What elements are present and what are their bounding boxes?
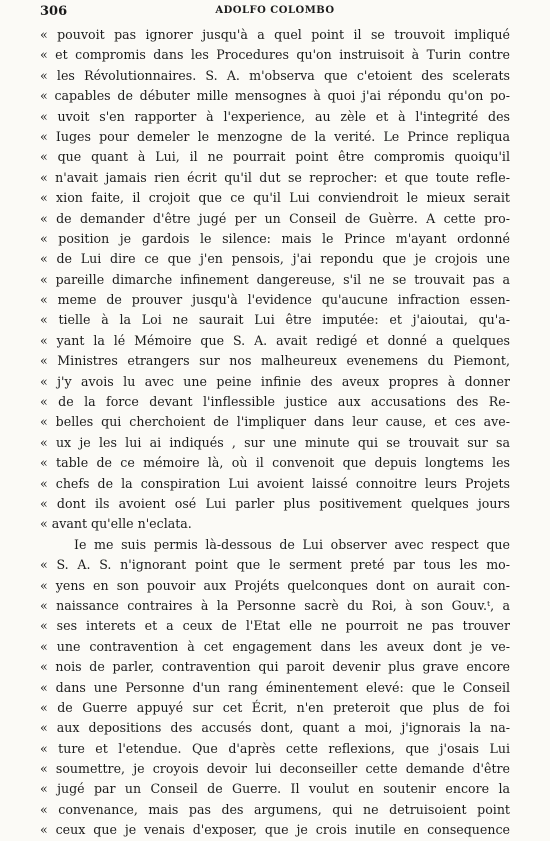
text-line: Ie me suis permis là-dessous de Lui observer avec respect que: [74, 536, 510, 552]
page-number: 306: [40, 4, 68, 19]
body-text: [40, 25, 510, 841]
text-line: « Ministres etrangers sur nos malheureux evenemens du Piemont,: [40, 353, 510, 369]
text-line: « de Lui dire ce que j'en pensois, j'ai repondu que je crojois une: [40, 251, 510, 267]
text-line: « n'avait jamais rien écrit qu'il dut se reprocher: et que toute refle-: [40, 169, 510, 185]
text-line: « pareille dimarche infinement dangereuse, s'il ne se trouvait pas a: [40, 271, 510, 287]
text-line: « avant qu'elle n'eclata.: [40, 516, 192, 532]
text-line: « une contravention à cet engagement dans les aveux dont je ve-: [40, 638, 510, 654]
text-line: « naissance contraires à la Personne sacrè du Roi, à son Gouv.ᵗ, a: [40, 597, 510, 613]
text-line: « uvoit s'en rapporter à l'experience, au zèle et à l'integrité des: [40, 108, 510, 124]
text-line: « table de ce mémoire là, où il convenoit que depuis longtems les: [40, 455, 510, 471]
text-line: « chefs de la conspiration Lui avoient laissé connoitre leurs Projets: [40, 475, 510, 491]
text-line: « dans une Personne d'un rang éminentement elevé: que le Conseil: [40, 679, 510, 695]
text-line: « de Guerre appuyé sur cet Écrit, n'en preteroit que plus de foi: [40, 699, 510, 715]
text-line: « les Révolutionnaires. S. A. m'observa que c'etoient des scelerats: [40, 67, 510, 83]
page-header: [0, 4, 550, 22]
text-line: « pouvoit pas ignorer jusqu'à a quel point il se trouvoit impliqué: [40, 27, 510, 42]
text-line: « ture et l'etendue. Que d'après cette reflexions, que j'osais Lui: [40, 740, 510, 756]
text-line: « tielle à la Loi ne saurait Lui être imputée: et j'aioutai, qu'a-: [40, 312, 510, 328]
text-line: « convenance, mais pas des argumens, qui ne detruisoient point: [40, 801, 510, 817]
text-line: « ses interets et a ceux de l'Etat elle ne pourroit ne pas trouver: [40, 618, 510, 634]
text-line: « meme de prouver jusqu'à l'evidence qu'aucune infraction essen-: [40, 292, 510, 308]
text-line: « ux je les lui ai indiqués , sur une minute qui se trouvait sur sa: [40, 434, 510, 450]
text-line: « dont ils avoient osé Lui parler plus positivement quelques jours: [40, 495, 510, 511]
text-line: « yant la lé Mémoire que S. A. avait redigé et donné a quelques: [40, 332, 510, 348]
text-line: « ceux que je venais d'exposer, que je crois inutile en consequence: [40, 822, 510, 838]
text-line: « que quant à Lui, il ne pourrait point être compromis quoiqu'il: [40, 149, 510, 165]
text-line: « belles qui cherchoient de l'impliquer dans leur cause, et ces ave-: [40, 414, 510, 430]
running-head: ADOLFO COLOMBO: [215, 5, 335, 16]
text-line: « yens en son pouvoir aux Projéts quelconques dont on aurait con-: [40, 577, 510, 593]
text-line: « et compromis dans les Procedures qu'on instruisoit à Turin contre: [40, 47, 510, 63]
text-line: « position je gardois le silence: mais le Prince m'ayant ordonné: [40, 230, 510, 246]
text-line: « soumettre, je croyois devoir lui deconseiller cette demande d'être: [40, 761, 510, 777]
text-line: « j'y avois lu avec une peine infinie des aveux propres à donner: [40, 373, 510, 389]
text-line: « de la force devant l'inflessible justice aux accusations des Re-: [40, 394, 510, 410]
text-line: « Iuges pour demeler le menzogne de la verité. Le Prince repliqua: [40, 128, 510, 144]
text-line: « nois de parler, contravention qui paroit devenir plus grave encore: [40, 659, 510, 675]
text-line: « S. A. S. n'ignorant point que le serment preté par tous les mo-: [40, 557, 510, 573]
text-line: « de demander d'être jugé per un Conseil de Guèrre. A cette pro-: [40, 210, 510, 226]
text-line: « xion faite, il crojoit que ce qu'il Lui conviendroit le mieux serait: [40, 190, 510, 206]
text-line: « capables de débuter mille mensognes à quoi j'ai répondu qu'on po-: [40, 88, 510, 104]
text-line: « jugé par un Conseil de Guerre. Il voulut en soutenir encore la: [40, 781, 510, 797]
text-line: « aux depositions des accusés dont, quant a moi, j'ignorais la na-: [40, 720, 510, 736]
